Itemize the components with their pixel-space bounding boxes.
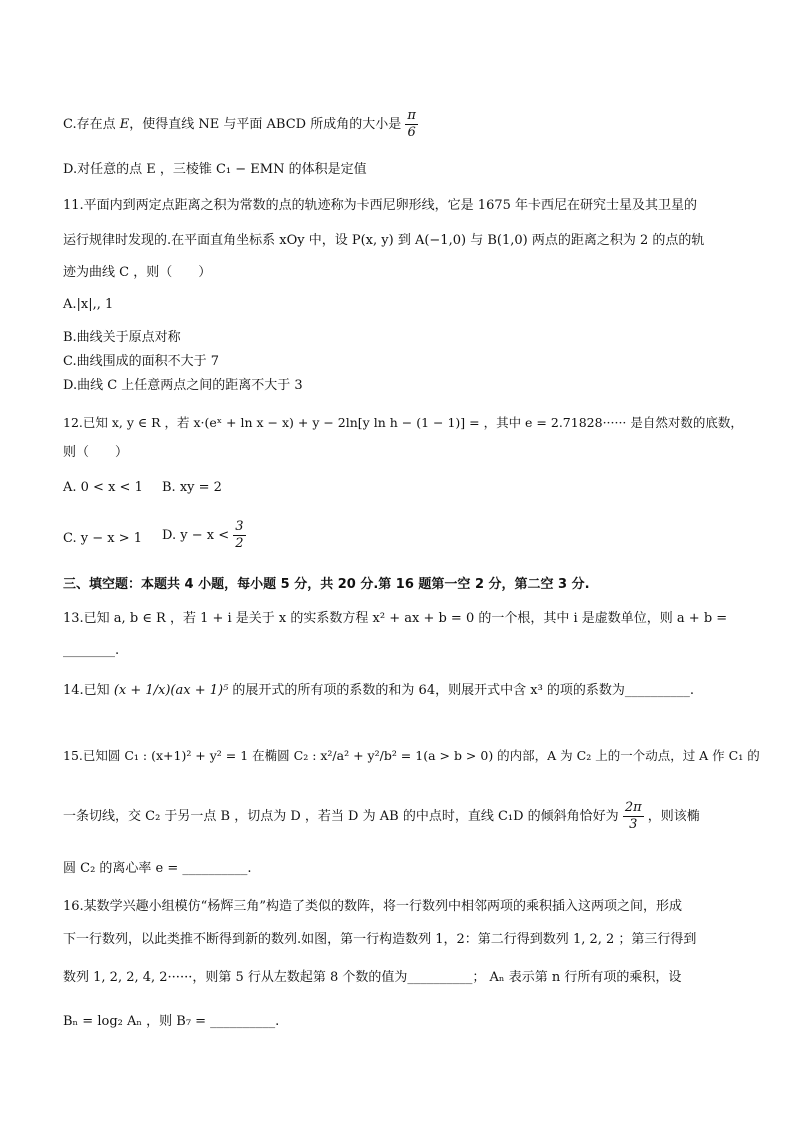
q12-stem-1: 12.已知 x, y ∈ R ，若 x·(eˣ + ln x − x) + y − 2ln[y ln h − (1 − 1)] = ，其中 e = 2.71828······ 是自然对数的底数， xyxy=(63,415,743,430)
q14-expr: (x + 1/x)(ax + 1)⁵ xyxy=(113,683,229,698)
q15-line-3: 圆 C₂ 的离心率 e = __________. xyxy=(63,861,252,876)
q16-line-3: 数列 1, 2, 2, 4, 2······，则第 5 行从左数起第 8 个数的值为__________； Aₙ 表示第 n 行所有项的乘积，设 xyxy=(63,970,682,985)
q12-stem-2: 则（ ） xyxy=(63,445,129,460)
q14-suffix: 的展开式的所有项的系数的和为 64，则展开式中含 x³ 的项的系数为__________. xyxy=(228,683,695,698)
q15-line-2 xyxy=(63,800,700,833)
q16-line-4: Bₙ = log₂ Aₙ ，则 B₇ = __________. xyxy=(63,1014,280,1029)
q15-line2-prefix: 一条切线，交 C₂ 于另一点 B ，切点为 D ，若当 D 为 AB 的中点时，直线 C₁D 的倾斜角恰好为 xyxy=(63,809,623,824)
q10-option-c xyxy=(63,108,418,141)
q16-line-2: 下一行数列，以此类推不断得到新的数列.如图，第一行构造数列 1，2：第二行得到数列 1, 2, 2 ；第三行得到 xyxy=(63,932,697,947)
q12d-fraction xyxy=(233,519,245,552)
q10c-var: E xyxy=(119,117,130,132)
q10-option-d: D.对任意的点 E ，三棱锥 C₁ − EMN 的体积是定值 xyxy=(63,162,367,177)
q12-option-a: A. 0 < x < 1 xyxy=(63,480,143,495)
q15-fraction xyxy=(623,800,644,833)
q11-option-d: D.曲线 C 上任意两点之间的距离不大于 3 xyxy=(63,378,303,393)
q16-line-1: 16.某数学兴趣小组模仿“杨辉三角”构造了类似的数阵，将一行数列中相邻两项的乘积插入这两项之间，形成 xyxy=(63,899,682,914)
q15-den: 3 xyxy=(629,817,638,832)
q11-stem-3: 迹为曲线 C ，则（ ） xyxy=(63,265,212,280)
q12-option-d xyxy=(162,519,246,552)
section-3-heading: 三、填空题：本题共 4 小题，每小题 5 分，共 20 分.第 16 题第一空 2 分，第二空 3 分. xyxy=(63,577,590,592)
q15-num: 2π xyxy=(624,800,642,815)
q10c-mid: ，使得直线 NE 与平面 ABCD 所成角的大小是 xyxy=(129,117,406,132)
q10c-den: 6 xyxy=(407,125,416,140)
q12d-prefix: D. y − x < xyxy=(162,528,234,543)
q12d-den: 2 xyxy=(235,536,244,551)
q12-option-c: C. y − x > 1 xyxy=(63,531,143,546)
q11-stem-2: 运行规律时发现的.在平面直角坐标系 xOy 中，设 P(x, y) 到 A(−1,0) 与 B(1,0) 两点的距离之积为 2 的点的轨 xyxy=(63,233,705,248)
q12-option-b: B. xy = 2 xyxy=(162,480,222,495)
q13-line-2: ________. xyxy=(63,643,120,658)
q15-line-1: 15.已知圆 C₁ : (x+1)² + y² = 1 在椭圆 C₂ : x²/a² + y²/b² = 1(a > b > 0) 的内部，A 为 C₂ 上的一个动点，过 A 作 C₁ 的 xyxy=(63,748,760,763)
q10c-prefix: C.存在点 xyxy=(63,117,120,132)
q15-line2-suffix: ，则该椭 xyxy=(647,809,700,824)
q12d-num: 3 xyxy=(235,519,244,534)
q10c-num: π xyxy=(407,108,416,123)
q10c-fraction xyxy=(405,108,418,141)
q11-stem-1: 11.平面内到两定点距离之积为常数的点的轨迹称为卡西尼卵形线，它是 1675 年卡西尼在研究士星及其卫星的 xyxy=(63,198,698,213)
q13-line-1: 13.已知 a, b ∈ R ，若 1 + i 是关于 x 的实系数方程 x² + ax + b = 0 的一个根，其中 i 是虚数单位，则 a + b = xyxy=(63,611,728,626)
q11-option-c: C.曲线围成的面积不大于 7 xyxy=(63,354,220,369)
q11-option-a: A.|x|,, 1 xyxy=(63,297,114,312)
q11-option-b: B.曲线关于原点对称 xyxy=(63,330,181,345)
q14-prefix: 14.已知 xyxy=(63,683,114,698)
q14-line xyxy=(63,681,694,701)
